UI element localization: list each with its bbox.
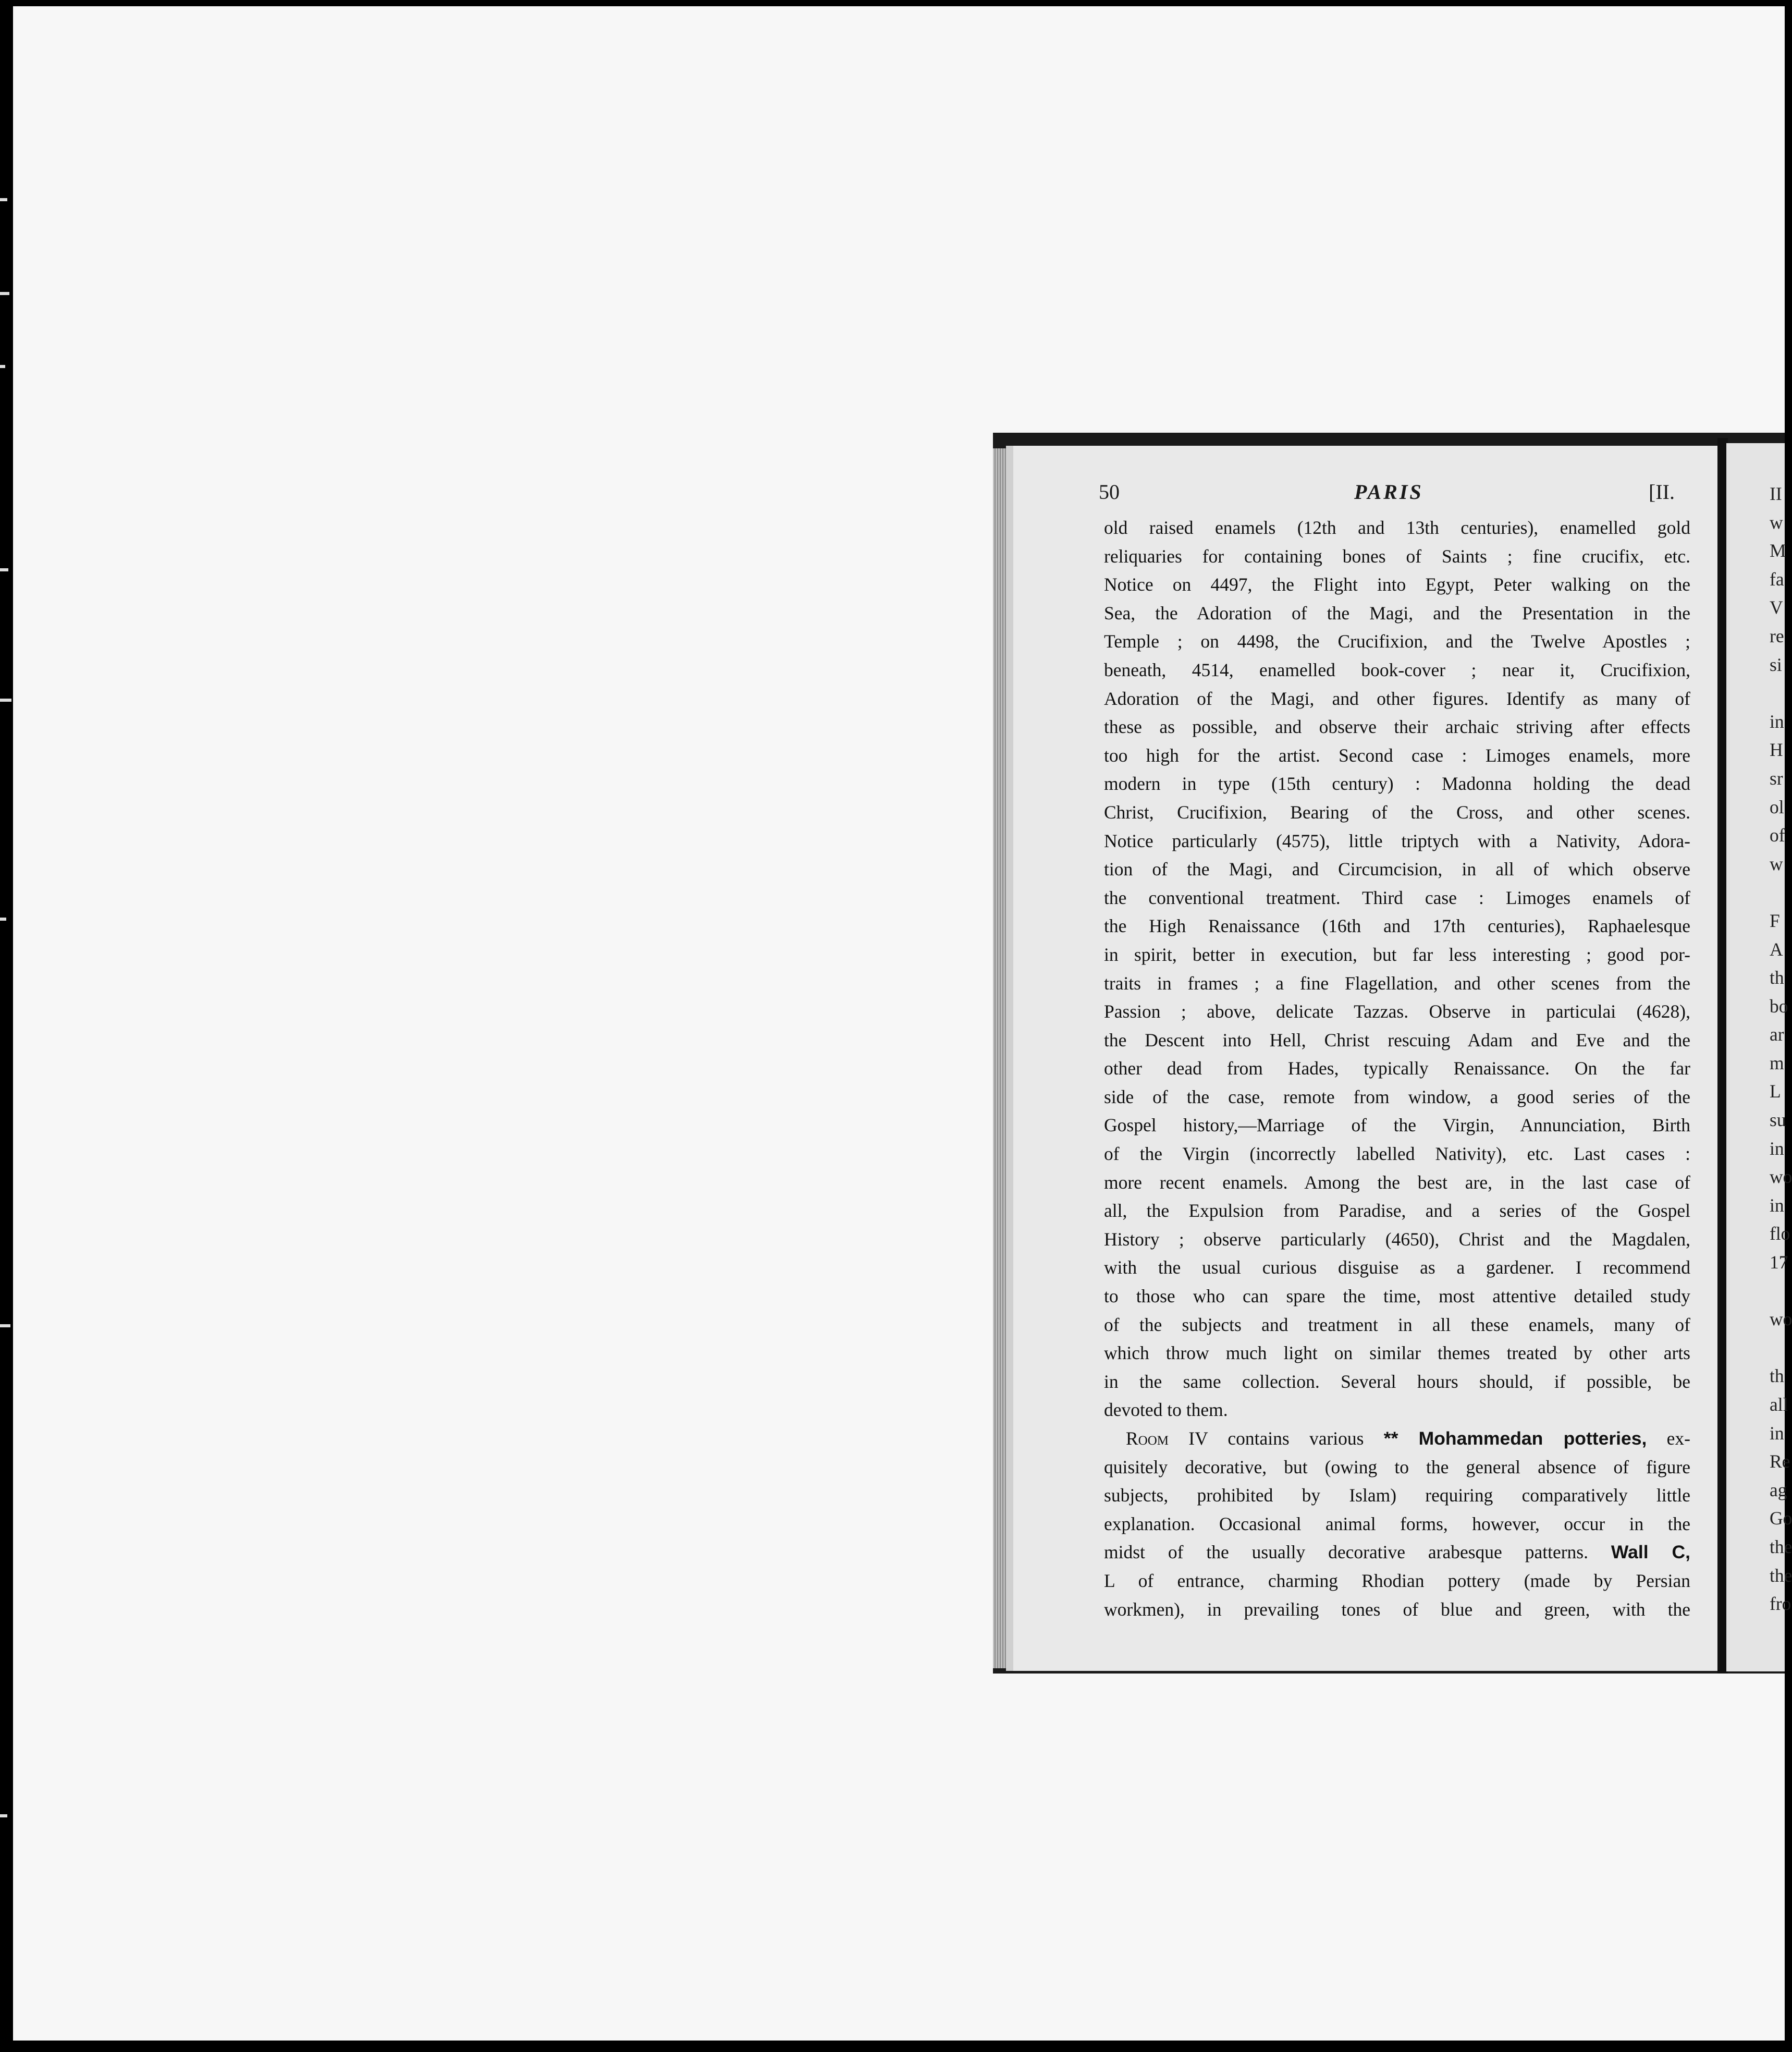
text-line: old raised enamels (12th and 13th centuries), enamelled gold [1104, 517, 1690, 538]
fragment-line: in [1770, 1194, 1784, 1216]
fragment-line: 17 [1770, 1252, 1788, 1273]
fragment-line: fro [1770, 1593, 1791, 1615]
fragment-line: F [1770, 910, 1780, 931]
text-line: other dead from Hades, typically Renaissance. On the far [1104, 1058, 1690, 1079]
fragment-line: in [1770, 1422, 1784, 1444]
text-line: Gospel history,—Marriage of the Virgin, Annunciation, Birth [1104, 1115, 1690, 1136]
fragment-line: M [1770, 540, 1786, 561]
fragment-line [1770, 1277, 1785, 1305]
text-line: traits in frames ; a fine Flagellation, and other scenes from the [1104, 972, 1690, 994]
text-line: Adoration of the Magi, and other figures. Identify as many of [1104, 688, 1690, 709]
fragment-line: flo [1770, 1223, 1790, 1244]
fragment-line: V [1770, 597, 1783, 618]
fragment-line: bo [1770, 995, 1788, 1017]
text-line: beneath, 4514, enamelled book-cover ; near it, Crucifixion, [1104, 659, 1690, 680]
fragment-line: re [1770, 625, 1784, 646]
text-line: Sea, the Adoration of the Magi, and the Presentation in the [1104, 602, 1690, 624]
fragment-line: th [1770, 967, 1784, 988]
text-line: of the Virgin (incorrectly labelled Nativity), etc. Last cases : [1104, 1143, 1690, 1165]
text-line: explanation. Occasional animal forms, however, occur in the [1104, 1513, 1690, 1534]
fragment-line: of [1770, 825, 1785, 846]
text-line: Room IV contains various ** Mohammedan potteries, ex- [1126, 1428, 1690, 1449]
fragment-line [1770, 878, 1785, 907]
text-line: Passion ; above, delicate Tazzas. Observe in particulai (4628), [1104, 1001, 1690, 1022]
fragment-line: L [1770, 1081, 1781, 1102]
text-line: the High Renaissance (16th and 17th centuries), Raphaelesque [1104, 915, 1690, 937]
film-edge-strip [0, 0, 13, 2052]
fragment-line: ag [1770, 1479, 1787, 1500]
fragment-line: fa [1770, 568, 1784, 590]
fragment-line: su [1770, 1109, 1786, 1131]
fragment-line: H [1770, 739, 1783, 761]
fragment-line: II [1770, 483, 1782, 504]
text-line: modern in type (15th century) : Madonna holding the dead [1104, 773, 1690, 795]
fragment-line: Go [1770, 1508, 1792, 1529]
text-line: Temple ; on 4498, the Crucifixion, and the Twelve Apostles ; [1104, 631, 1690, 652]
enamels-paragraph [1104, 514, 1690, 1424]
text-line: the Descent into Hell, Christ rescuing Adam and Eve and the [1104, 1029, 1690, 1051]
text-line: the conventional treatment. Third case : Limoges enamels of [1104, 887, 1690, 908]
fragment-line: Re [1770, 1451, 1790, 1472]
fragment-line: ol [1770, 796, 1784, 817]
text-line: reliquaries for containing bones of Saints ; fine crucifix, etc. [1104, 545, 1690, 567]
fragment-line: si [1770, 654, 1782, 675]
text-line: all, the Expulsion from Paradise, and a series of the Gospel [1104, 1200, 1690, 1222]
fragment-line: ar [1770, 1024, 1784, 1045]
fragment-line: m [1770, 1052, 1784, 1073]
text-line: which throw much light on similar themes treated by other arts [1104, 1342, 1690, 1364]
fragment-line: w [1770, 511, 1783, 533]
text-line: of the subjects and treatment in all these enamels, many of [1104, 1314, 1690, 1335]
fragment-line: the [1770, 1536, 1792, 1557]
fragment-line: the [1770, 1565, 1792, 1586]
text-line: tion of the Magi, and Circumcision, in all of which observe [1104, 859, 1690, 880]
fragment-line: wo [1770, 1309, 1792, 1330]
page-number: 50 [1099, 480, 1120, 504]
text-line: subjects, prohibited by Islam) requiring comparatively little [1104, 1485, 1690, 1506]
fragment-line: wo [1770, 1166, 1792, 1188]
fragment-line: in [1770, 711, 1784, 732]
text-line: L of entrance, charming Rhodian pottery (made by Persian [1104, 1570, 1690, 1591]
fragment-line [1770, 1334, 1785, 1362]
text-line: History ; observe particularly (4650), Christ and the Magdalen, [1104, 1228, 1690, 1250]
fragment-line: th [1770, 1365, 1784, 1387]
text-line: with the usual curious disguise as a gardener. I recommend [1104, 1257, 1690, 1278]
text-line: to those who can spare the time, most attentive detailed study [1104, 1286, 1690, 1307]
section-mark: [II. [1649, 480, 1675, 504]
right-page-text-fragments [1770, 480, 1792, 1618]
text-line: devoted to them. [1104, 1399, 1228, 1421]
text-line: quisitely decorative, but (owing to the general absence of figure [1104, 1456, 1690, 1477]
text-line: Notice on 4497, the Flight into Egypt, Peter walking on the [1104, 574, 1690, 595]
fragment-line [1770, 679, 1785, 707]
running-title: PARIS [1354, 480, 1423, 504]
text-line: more recent enamels. Among the best are, in the last case of [1104, 1171, 1690, 1193]
fragment-line: sr [1770, 767, 1783, 789]
fragment-line: all [1770, 1394, 1788, 1415]
fragment-line: in [1770, 1138, 1784, 1159]
text-line: Christ, Crucifixion, Bearing of the Cross, and other scenes. [1104, 801, 1690, 823]
room-iv-paragraph [1104, 1424, 1690, 1623]
fragment-line: w [1770, 853, 1783, 874]
fragment-line: A [1770, 938, 1783, 960]
text-line: workmen), in prevailing tones of blue and green, with the [1104, 1598, 1690, 1620]
text-line: these as possible, and observe their archaic striving after effects [1104, 716, 1690, 738]
text-line: midst of the usually decorative arabesque patterns. Wall C, [1104, 1542, 1690, 1563]
text-line: in the same collection. Several hours should, if possible, be [1104, 1371, 1690, 1392]
text-line: Notice particularly (4575), little triptych with a Nativity, Adora- [1104, 830, 1690, 851]
text-line: too high for the artist. Second case : Limoges enamels, more [1104, 744, 1690, 766]
page-body [1104, 514, 1690, 1623]
text-line: side of the case, remote from window, a good series of the [1104, 1086, 1690, 1107]
text-line: in spirit, better in execution, but far less interesting ; good por- [1104, 944, 1690, 965]
